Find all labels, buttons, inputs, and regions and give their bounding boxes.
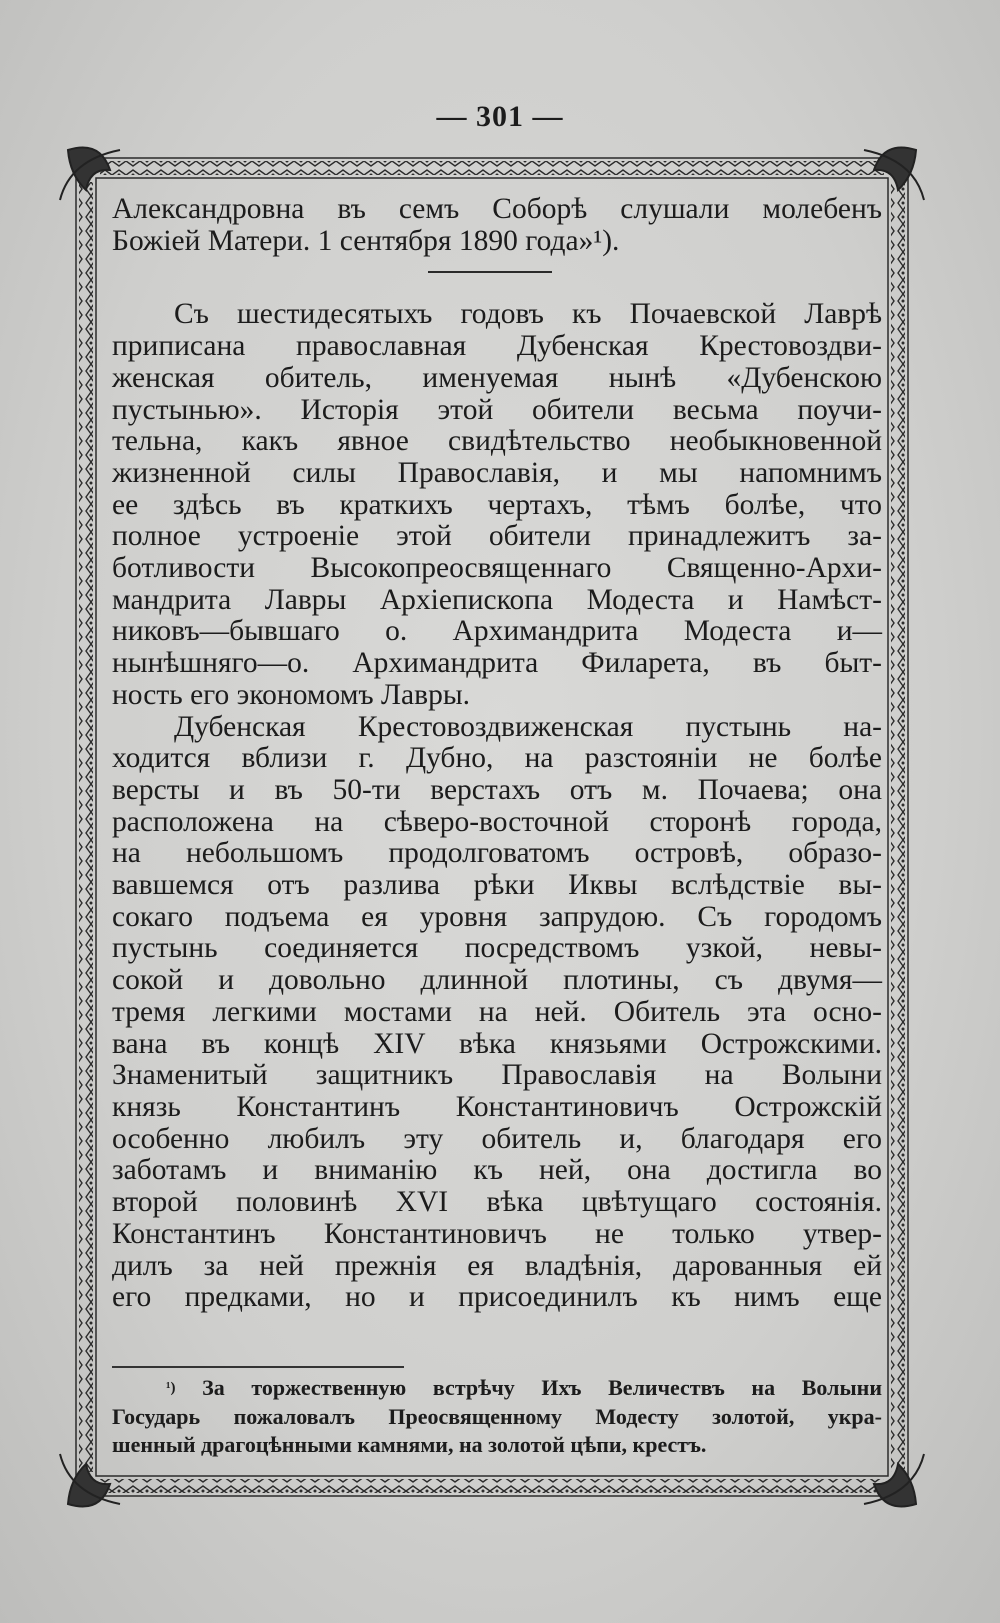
- footnote: [112, 1374, 882, 1460]
- text-line: Александровна въ семъ Соборѣ слушали молебенъ: [112, 193, 882, 225]
- text-line: полное устроеніе этой обители принадлежитъ за-: [112, 520, 882, 553]
- text-line: Дубенская Крестовоздвиженская пустынь на-: [174, 710, 882, 743]
- footnote-line: [112, 1374, 882, 1403]
- paragraph-3: [112, 712, 882, 1314]
- paragraph-2: [112, 299, 882, 711]
- footnote-rule: [112, 1366, 404, 1368]
- text-line: его предками, но и присоединилъ къ нимъ еще: [112, 1281, 882, 1314]
- text-line: Божіей Матери. 1 сентября 1890 года»¹).: [112, 224, 620, 257]
- footnote-text: За торжественную встрѣчу Ихъ Величествъ на Волыни: [202, 1375, 882, 1400]
- text-line: князь Константинъ Константиновичъ Острожскій: [112, 1090, 882, 1123]
- text-line: Знаменитый защитникъ Православія на Волыни: [112, 1059, 882, 1092]
- text-line: ботливости Высокопреосвященнаго Священно-Архи-: [112, 552, 882, 585]
- text-line: дилъ за ней прежнія ея владѣнія, дарованныя ей: [112, 1249, 882, 1282]
- text-line: пустынью». Исторія этой обители весьма поучи-: [112, 393, 882, 426]
- text-line: на небольшомъ продолговатомъ островѣ, образо-: [112, 837, 882, 870]
- footnote-mark: ¹): [166, 1380, 176, 1396]
- text-line: никовъ—бывшаго о. Архимандрита Модеста и—: [112, 615, 882, 648]
- text-line: сокаго подъема ея уровня запрудою. Съ городомъ: [112, 900, 882, 933]
- page-number: — 301 —: [436, 100, 564, 133]
- text-line: сокой и довольно длинной плотины, съ двумя—: [112, 964, 882, 997]
- text-line: приписана православная Дубенская Крестовоздви-: [112, 330, 882, 363]
- text-line: нынѣшняго—о. Архимандрита Филарета, въ быт-: [112, 647, 882, 680]
- text-line: жизненной силы Православія, и мы напомнимъ: [112, 456, 882, 489]
- text-line: вавшемся отъ разлива рѣки Иквы вслѣдствіе вы-: [112, 869, 882, 902]
- footnote-line: шенный драгоцѣнными камнями, на золотой цѣпи, крестъ.: [112, 1432, 707, 1457]
- text-line: особенно любилъ эту обитель и, благодаря его: [112, 1122, 882, 1155]
- text-line: женская обитель, именуемая нынѣ «Дубенскою: [112, 361, 882, 394]
- text-line: версты и въ 50-ти верстахъ отъ м. Почаева; она: [112, 773, 882, 806]
- text-line: ходится вблизи г. Дубно, на разстояніи не болѣе: [112, 742, 882, 775]
- text-line: вана въ концѣ XIV вѣка князьями Острожскими.: [112, 1027, 882, 1060]
- text-line: Съ шестидесятыхъ годовъ къ Почаевской Лаврѣ: [174, 298, 882, 331]
- text-line: ее здѣсь въ краткихъ чертахъ, тѣмъ болѣе, что: [112, 488, 882, 521]
- text-line: второй половинѣ XVI вѣка цвѣтущаго состоянія.: [112, 1186, 882, 1219]
- text-line: заботамъ и вниманію къ ней, она достигла во: [112, 1154, 882, 1187]
- main-text: [112, 194, 882, 1314]
- footnote-line: Государь пожаловалъ Преосвященному Модесту золотой, укра-: [112, 1403, 882, 1429]
- text-line: тельна, какъ явное свидѣтельство необыкновенной: [112, 425, 882, 458]
- text-line: ность его экономомъ Лавры.: [112, 678, 471, 711]
- text-line: пустынь соединяется посредствомъ узкой, невы-: [112, 932, 882, 965]
- text-line: мандрита Лавры Архіепископа Модеста и Намѣст-: [112, 583, 882, 616]
- text-line: тремя легкими мостами на ней. Обитель эта осно-: [112, 995, 882, 1028]
- paragraph-continuation: [112, 194, 882, 257]
- text-line: расположена на сѣверо-восточной сторонѣ города,: [112, 805, 882, 838]
- section-separator: [428, 271, 552, 273]
- text-line: Константинъ Константиновичъ не только утвер-: [112, 1217, 882, 1250]
